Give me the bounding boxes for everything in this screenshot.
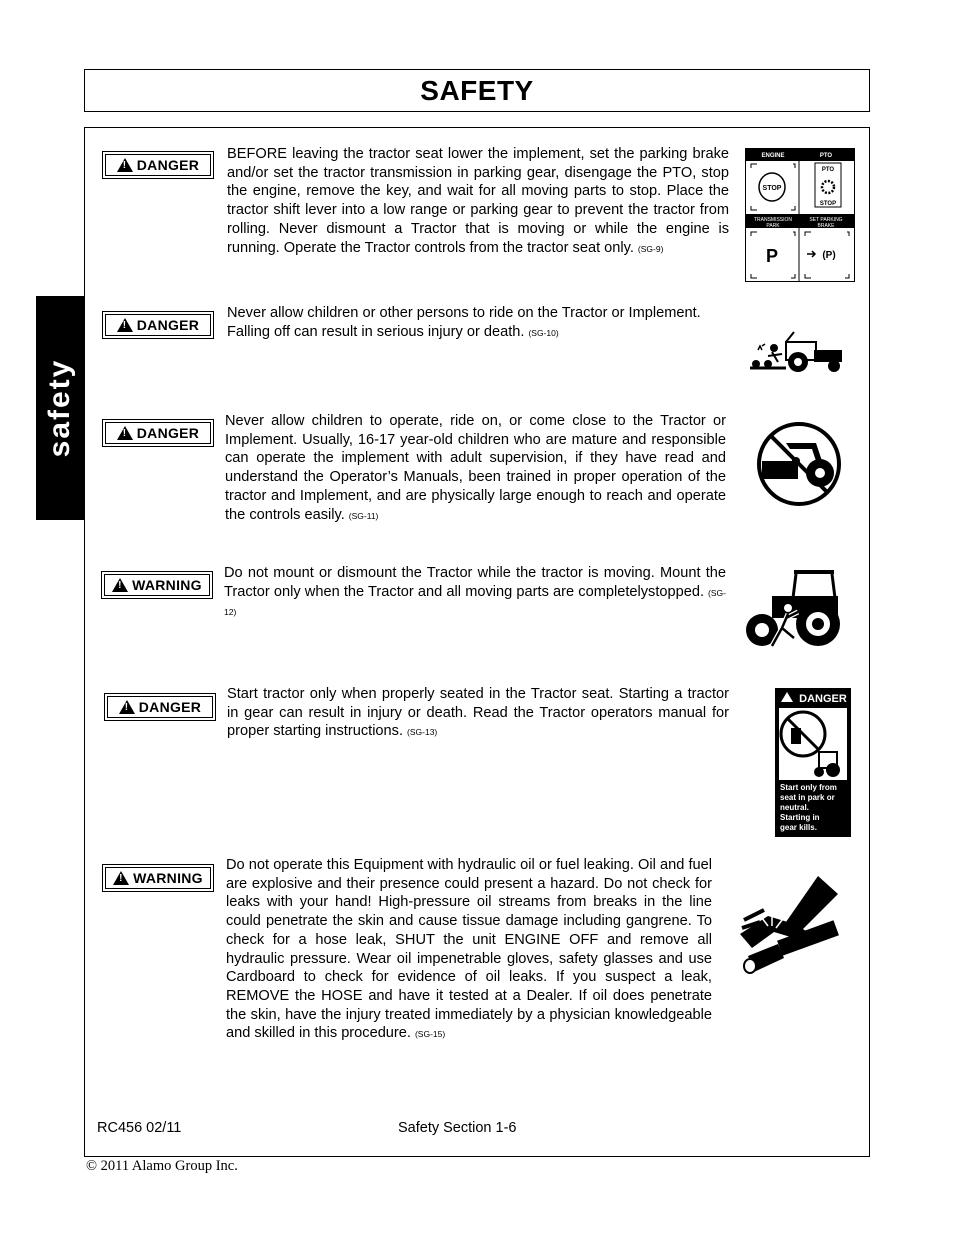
svg-text:(P): (P) xyxy=(822,250,836,261)
safety-paragraph: Start tractor only when properly seated in the Tractor seat. Starting a tractor in gear can result in injury or death. Read the Tractor operators manual for proper starting instructions. (SG-13) xyxy=(227,686,729,740)
danger-decal-icon xyxy=(775,688,851,837)
footer-section: Safety Section 1-6 xyxy=(398,1120,517,1136)
page-header xyxy=(84,69,870,112)
svg-text:PTO: PTO xyxy=(821,167,835,173)
svg-text:gear kills.: gear kills. xyxy=(780,823,817,832)
warning-triangle-icon xyxy=(117,318,133,332)
svg-text:PTO: PTO xyxy=(819,153,833,159)
side-tab-label: safety xyxy=(43,358,76,458)
warning-badge: ! WARNING xyxy=(101,571,213,599)
svg-text:STOP: STOP xyxy=(819,201,837,207)
tractor-rider-icon xyxy=(748,330,844,376)
safety-paragraph: BEFORE leaving the tractor seat lower the implement, set the parking brake and/or set the tractor transmission in parking gear, disengage the PTO, stop the engine, remove the key, and wait for all moving parts to stop. Place the tractor shift lever into a low range or parking gear to prevent the tractor from rolling. Never dismount a Tractor that is moving or while the engine is running. Operate the Tractor controls from the tractor seat only. (SG-9) xyxy=(227,146,729,256)
warning-badge: ! WARNING xyxy=(102,864,214,892)
tractor-controls-icon xyxy=(745,148,855,282)
svg-text:ENGINE: ENGINE xyxy=(761,153,785,159)
side-tab xyxy=(36,296,84,520)
danger-badge: ! DANGER xyxy=(102,151,214,179)
danger-badge: ! DANGER xyxy=(104,693,216,721)
safety-paragraph: Never allow children or other persons to ride on the Tractor or Implement. Falling off can result in serious injury or death. (SG-10) xyxy=(227,305,701,340)
warning-triangle-icon xyxy=(117,426,133,440)
hydraulic-leak-icon xyxy=(738,874,842,980)
footer-model: RC456 02/11 xyxy=(97,1120,182,1136)
svg-text:PARK: PARK xyxy=(766,223,780,229)
svg-text:TRANSMISSION: TRANSMISSION xyxy=(753,217,793,223)
tractor-dismount-icon xyxy=(742,566,846,664)
danger-badge: ! DANGER xyxy=(102,419,214,447)
warning-triangle-icon xyxy=(113,871,129,885)
svg-text:SET PARKING: SET PARKING xyxy=(809,217,843,223)
svg-text:BRAKE: BRAKE xyxy=(817,223,835,229)
svg-text:P: P xyxy=(765,246,779,266)
svg-text:DANGER: DANGER xyxy=(799,693,847,705)
page-title: SAFETY xyxy=(420,74,534,106)
svg-text:STOP: STOP xyxy=(762,185,782,192)
svg-text:Starting in: Starting in xyxy=(780,813,820,822)
danger-badge: ! DANGER xyxy=(102,311,214,339)
no-children-icon xyxy=(756,421,842,507)
warning-triangle-icon xyxy=(119,700,135,714)
safety-paragraph: Do not operate this Equipment with hydraulic oil or fuel leaking. Oil and fuel are explosive and their presence could present a hazard. Do not check for leaks with your hand! High-pressure oil streams from breaks in the line could penetrate the skin and cause tissue damage including gangrene. To check for a hose leak, SHUT the unit ENGINE OFF and remove all hydraulic pressure. Wear oil impenetrable gloves, safety glasses and use Cardboard to check for evidence of oil leaks. If you suspect a leak, REMOVE the HOSE and have it tested at a Dealer. If oil does penetrate the skin, have the injury treated immediately by a physician knowledgeable and skilled in this procedure. (SG-15) xyxy=(226,857,712,1042)
svg-text:seat in park or: seat in park or xyxy=(780,793,835,802)
svg-text:Start only from: Start only from xyxy=(780,783,837,792)
warning-triangle-icon xyxy=(112,578,128,592)
copyright: © 2011 Alamo Group Inc. xyxy=(86,1158,238,1174)
safety-paragraph: Never allow children to operate, ride on, or come close to the Tractor or Implement. Usually, 16-17 year-old children who are mature and responsible can operate the implement with adult supervision, if they have read and understand the Operator’s Manuals, been trained in proper operation of the tractor and Implement, and are physically large enough to reach and operate the controls easily. (SG-11) xyxy=(225,413,726,523)
svg-text:neutral.: neutral. xyxy=(780,803,809,812)
warning-triangle-icon xyxy=(117,158,133,172)
safety-paragraph: Do not mount or dismount the Tractor while the tractor is moving. Mount the Tractor only when the Tractor and all moving parts are completelystopped. (SG-12) xyxy=(224,565,726,618)
